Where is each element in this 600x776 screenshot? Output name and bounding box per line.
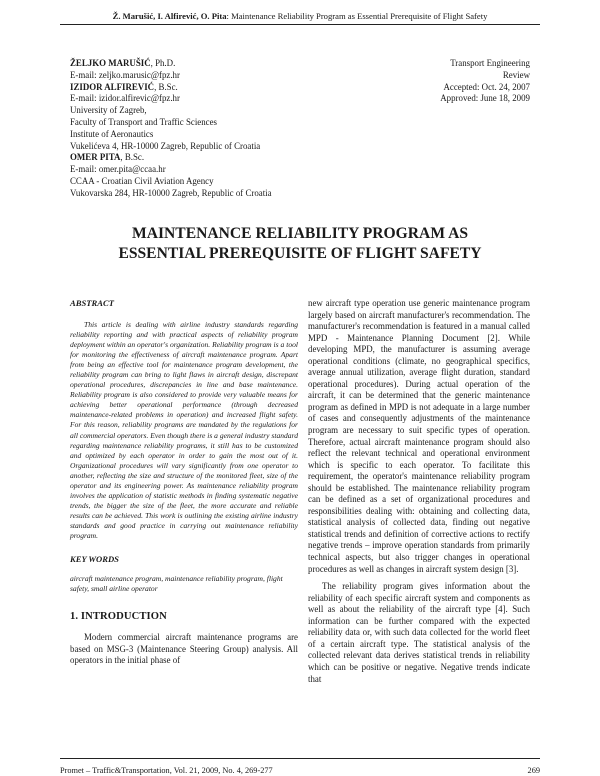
running-head xyxy=(60,11,540,21)
affiliation-line: Vukelićeva 4, HR-10000 Zagreb, Republic of Croatia xyxy=(70,140,261,151)
author-2-name: IZIDOR ALFIREVIĆ xyxy=(70,81,155,92)
article-meta xyxy=(370,58,530,105)
author-1 xyxy=(70,58,390,70)
paper-title xyxy=(60,224,540,263)
author-3 xyxy=(70,152,390,164)
right-column xyxy=(308,298,530,685)
running-head-separator: : xyxy=(226,11,232,21)
author-3-name: OMER PITA xyxy=(70,152,121,163)
title-line-2: ESSENTIAL PREREQUISITE OF FLIGHT SAFETY xyxy=(118,244,482,262)
introduction-paragraph: Modern commercial aircraft maintenance programs are based on MSG-3 (Maintenance Steering Group) analysis. All operators in the initial phase of xyxy=(70,632,298,666)
author-1-email: E-mail: zeljko.marusic@fpz.hr xyxy=(70,69,180,80)
page-number: 269 xyxy=(527,766,540,775)
section-heading-introduction: 1. INTRODUCTION xyxy=(70,611,167,623)
journal-citation: Promet – Traffic&Transportation, Vol. 21, 2009, No. 4, 269-277 xyxy=(60,766,273,775)
keywords-heading: KEY WORDS xyxy=(70,554,119,565)
author-1-name: ŽELJKO MARUŠIĆ xyxy=(70,58,151,68)
author-3-degree: , B.Sc. xyxy=(120,152,145,163)
author-2 xyxy=(70,82,390,94)
affiliation-line: Vukovarska 284, HR-10000 Zagreb, Republic of Croatia xyxy=(70,187,272,198)
body-paragraph: new aircraft type operation use generic maintenance program largely based on aircraft manufacturer's recommendation. The manufacturer's recommendation is featured in a manual called MPD - Maintenance Planning Document [2]. While developing MPD, the manufacturer is assuming average operational conditions (climate, no geographical specifics, average annual utilization, average flight duration, standard operational procedures). During actual operation of the aircraft, it can be determined that the generic maintenance program as defined in MPD is not adequate in a large number of cases and consequently adjustments of the maintenance program are necessary to suit specific types of operation. Therefore, actual aircraft maintenance program should also reflect the relevant technical and operational environment which is specific to each operator. To facilitate this requirement, the operator's maintenance reliability program should be established. The maintenance reliability program can be defined as a set of organizational procedures and responsibilities dealing with: obtaining and collecting data, statistical analysis of collected data, finding out negative statistical trends and definition of corrective actions to rectify negative trends – improve operation standards from primarily technical aspects, but also trigger changes in operational procedures as well as changes in aircraft system design [3]. xyxy=(308,298,530,574)
affiliation-line: University of Zagreb, xyxy=(70,105,147,116)
keywords-text: aircraft maintenance program, maintenance reliability program, flight safety, small airline operator xyxy=(70,574,283,594)
header-rule xyxy=(60,24,540,25)
running-head-authors: Ž. Marušić, I. Alfirević, O. Pita xyxy=(112,11,227,21)
author-2-email: E-mail: izidor.alfirevic@fpz.hr xyxy=(70,93,180,104)
affiliation-line: CCAA - Croatian Civil Aviation Agency xyxy=(70,175,214,186)
abstract-text: This article is dealing with airline industry standards regarding reliability reporting and with practical aspects of reliability program deployment within an operator's organization. Reliability program is a tool for monitoring the effectiveness of aircraft maintenance program. Apart from being an effective tool for maintenance program development, the reliability program can bring to light flaws in aircraft design, discrepant operational procedures, discrepancies in line and base maintenance. Reliability program is also considered to provide very valuable means for achieving better operational performance (through decreased maintenance-related problems in operation) and increased flight safety. For this reason, reliability programs are mandated by the regulations for all commercial operators. Even though there is a general industry standard regarding maintenance reliability programs, it still has to be customized and optimized by each operator in order to gain the most out of it. Organizational procedures will vary significantly from one operator to another, reflecting the size and structure of the monitored fleet, size of the operator and its engineering power. As maintenance reliability program involves the application of statistic methods in finding systematic negative trends, the bigger the size of the fleet, the more accurate and reliable results can be achieved. This work is outlining the existing airline industry standards and good practice in carrying out maintenance reliability program. xyxy=(70,320,298,540)
author-1-degree: , Ph.D. xyxy=(150,58,176,68)
affiliation-line: Institute of Aeronautics xyxy=(70,128,154,139)
running-head-title: Maintenance Reliability Program as Essential Prerequisite of Flight Safety xyxy=(231,11,488,21)
abstract-heading: ABSTRACT xyxy=(70,298,114,308)
author-2-degree: , B.Sc. xyxy=(154,81,178,92)
footer-rule xyxy=(60,758,540,759)
title-line-1: MAINTENANCE RELIABILITY PROGRAM AS xyxy=(131,225,469,242)
author-block xyxy=(70,58,390,200)
left-column xyxy=(70,298,298,667)
article-type: Review xyxy=(502,69,530,80)
author-3-email: E-mail: omer.pita@ccaa.hr xyxy=(70,164,166,175)
body-paragraph: The reliability program gives information about the reliability of each specific aircraft system and components as well as about the reliability of the aircraft type [4]. Such information can be further compared with the expected reliability data or, with such data collected for the world fleet of a certain aircraft type. The statistical analysis of the collected relevant data derives statistical trends in reliability which can be positive or negative. Negative trends indicate that xyxy=(308,581,530,684)
accepted-date: Accepted: Oct. 24, 2007 xyxy=(443,81,530,92)
approved-date: Approved: June 18, 2009 xyxy=(440,93,530,104)
article-category: Transport Engineering xyxy=(450,58,530,68)
affiliation-line: Faculty of Transport and Traffic Sciences xyxy=(70,116,217,127)
